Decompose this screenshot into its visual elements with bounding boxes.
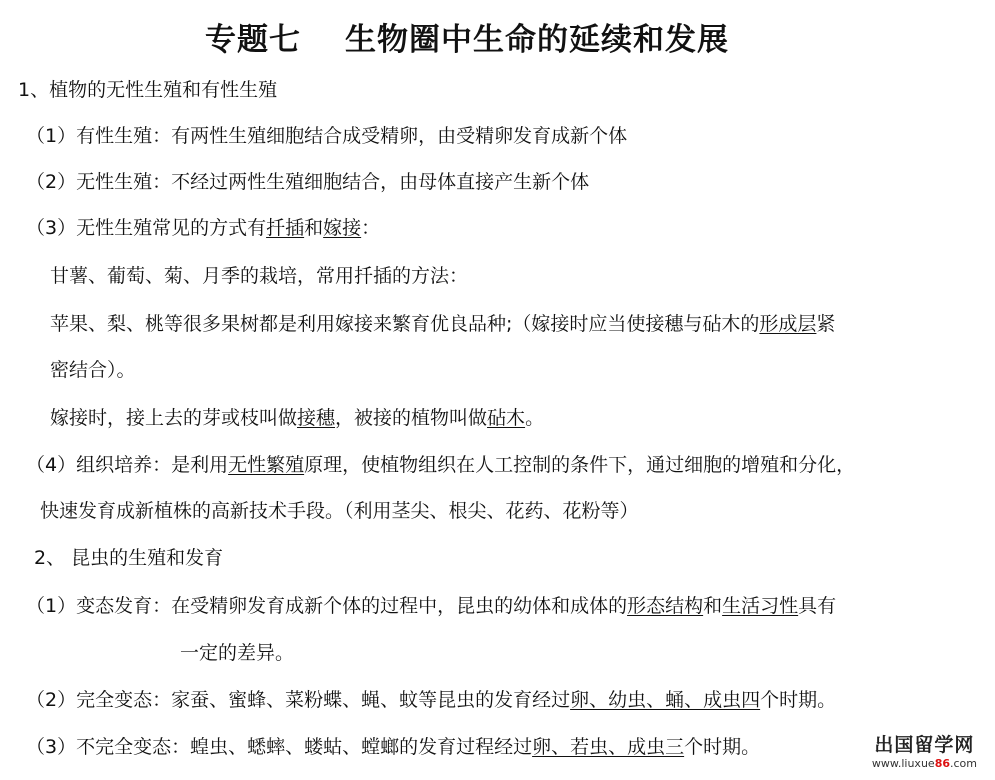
text-segment: （2）无性生殖：不经过两性生殖细胞结合，由母体直接产生新个体 [26, 171, 590, 193]
text-segment: 个时期。 [684, 736, 761, 758]
text-segment: （1）变态发育：在受精卵发育成新个体的过程中，昆虫的幼体和成体的 [26, 595, 628, 617]
text-segment: ： [361, 217, 381, 239]
watermark-name: 出国留学网 [874, 734, 975, 756]
text-segment: 。 [525, 407, 545, 429]
underlined-term: 卵、若虫、成虫三 [532, 736, 685, 758]
text-segment: 具有 [798, 595, 837, 617]
text-segment: 紧 [816, 313, 836, 335]
text-line-l8 [50, 406, 544, 430]
text-line-l10 [40, 499, 639, 523]
text-segment: （3）无性生殖常见的方式有 [26, 217, 267, 239]
text-line-l9 [26, 453, 855, 477]
underlined-term: 形态结构 [627, 595, 704, 617]
title-topic-name: 生物圈中生命的延续和发展 [345, 22, 729, 58]
underlined-term: 扦插 [266, 217, 305, 239]
text-segment: （4）组织培养：是利用 [26, 454, 229, 476]
text-line-l6 [50, 312, 835, 336]
text-segment: ，被接的植物叫做 [335, 407, 488, 429]
text-segment: （2）完全变态：家蚕、蜜蜂、菜粉蝶、蝇、蚊等昆虫的发育经过 [26, 689, 571, 711]
page-title [205, 14, 729, 59]
text-line-l13 [180, 641, 294, 665]
text-line-l14 [26, 688, 836, 712]
site-watermark [872, 730, 977, 770]
text-segment: 甘薯、葡萄、菊、月季的栽培，常用扦插的方法： [50, 265, 469, 287]
text-segment: 和 [703, 595, 723, 617]
text-line-l1 [18, 78, 277, 102]
title-topic-number: 专题七 [205, 22, 301, 58]
text-line-l12 [26, 594, 836, 618]
text-segment: 苹果、梨、桃等很多果树都是利用嫁接来繁育优良品种;（嫁接时应当使接穗与砧木的 [50, 313, 760, 335]
watermark-url: www.liuxue86.com [871, 757, 977, 770]
text-segment: 原理，使植物组织在人工控制的条件下，通过细胞的增殖和分化， [304, 454, 856, 476]
text-segment: 嫁接时，接上去的芽或枝叫做 [50, 407, 298, 429]
underlined-term: 形成层 [759, 313, 817, 335]
text-segment: 1、植物的无性生殖和有性生殖 [18, 79, 278, 101]
underlined-term: 嫁接 [323, 217, 362, 239]
text-segment: 快速发育成新植株的高新技术手段。（利用茎尖、根尖、花药、花粉等） [40, 500, 639, 522]
text-segment: （3）不完全变态：蝗虫、蟋蟀、蝼蛄、螳螂的发育过程经过 [26, 736, 533, 758]
underlined-term: 生活习性 [722, 595, 799, 617]
text-segment: 密结合）。 [50, 359, 136, 381]
text-segment: 2、 昆虫的生殖和发育 [34, 547, 224, 569]
text-line-l11 [34, 546, 223, 570]
underlined-term: 无性繁殖 [228, 454, 305, 476]
text-line-l3 [26, 170, 589, 194]
underlined-term: 接穗 [297, 407, 336, 429]
text-segment: （1）有性生殖：有两性生殖细胞结合成受精卵，由受精卵发育成新个体 [26, 125, 628, 147]
text-segment: 一定的差异。 [180, 642, 295, 664]
text-line-l7 [50, 358, 136, 382]
text-line-l2 [26, 124, 627, 148]
text-segment: 和 [304, 217, 324, 239]
text-line-l15 [26, 735, 760, 759]
text-line-l4 [26, 216, 380, 240]
text-segment: 个时期。 [760, 689, 837, 711]
underlined-term: 卵、幼虫、蛹、成虫四 [570, 689, 761, 711]
text-line-l5 [50, 264, 468, 288]
underlined-term: 砧木 [487, 407, 526, 429]
